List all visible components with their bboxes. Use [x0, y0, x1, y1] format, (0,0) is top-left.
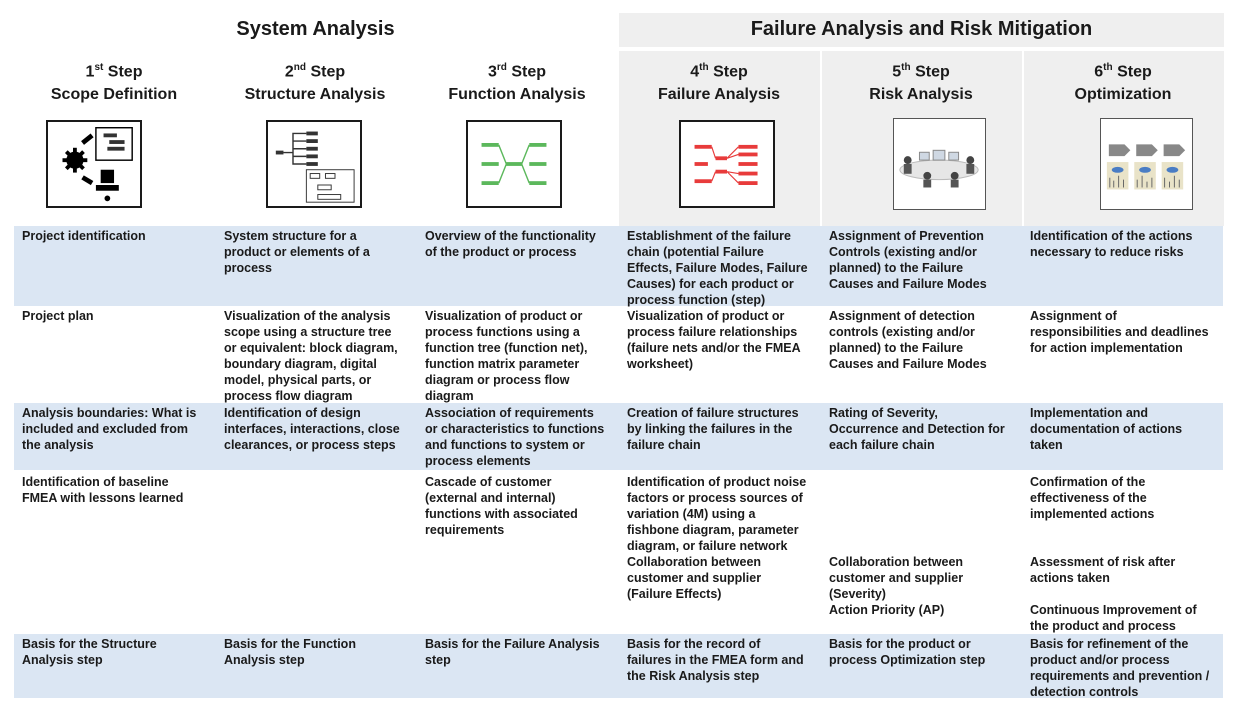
step-1-name: Scope Definition	[50, 86, 178, 104]
table-cell: Project identification	[22, 229, 146, 243]
step-2-header: 2nd Step Structure Analysis	[244, 62, 386, 104]
step-5-header: 5th Step Risk Analysis	[869, 62, 973, 104]
table-cell: Overview of the functionality of the product or process	[425, 229, 596, 259]
failure-net-icon	[679, 120, 775, 208]
table-cell: Assignment of responsibilities and deadlines for action implementation	[1030, 309, 1209, 355]
table-cell: Basis for the product or process Optimization step	[829, 637, 986, 667]
table-cell: Assignment of Prevention Controls (existing and/or planned) to the Failure Causes and Failure Modes	[829, 229, 987, 291]
optimization-charts-icon	[1100, 118, 1193, 210]
table-cell: Collaboration between customer and supplier (Severity) Action Priority (AP)	[829, 555, 964, 617]
table-cell: Visualization of the analysis scope using a structure tree or equivalent: block diagram, boundary diagram, digital model, physical parts, or process flow diagram	[224, 309, 398, 403]
table-cell: Confirmation of the effectiveness of the implemented actions Assessment of risk after actions taken Continuous Improvement of the product and process	[1030, 475, 1197, 633]
table-cell: Analysis boundaries: What is included and excluded from the analysis	[22, 406, 197, 452]
table-cell: Rating of Severity, Occurrence and Detection for each failure chain	[829, 406, 1005, 452]
table-cell: Identification of the actions necessary to reduce risks	[1030, 229, 1193, 259]
table-cell: Identification of product noise factors or process sources of variation (4M) using a fishbone diagram, parameter diagram, or failure network Collaboration between customer and supplier (Failure Effects)	[627, 475, 807, 601]
step-6-header: 6th Step Optimization	[1074, 62, 1172, 104]
table-cell: Basis for refinement of the product and/or process requirements and prevention / detection controls	[1030, 637, 1210, 699]
table-cell: Basis for the record of failures in the FMEA form and the Risk Analysis step	[627, 637, 804, 683]
step-4-header: 4th Step Failure Analysis	[657, 62, 781, 104]
failure-analysis-title: Failure Analysis and Risk Mitigation	[750, 18, 1093, 40]
table-cell: Establishment of the failure chain (potential Failure Effects, Failure Modes, Failure Causes) for each product or process function (step)	[627, 229, 808, 307]
step-3-header: 3rd Step Function Analysis	[448, 62, 586, 104]
table-cell: Implementation and documentation of actions taken	[1030, 406, 1183, 452]
table-cell: Cascade of customer (external and internal) functions with associated requirements	[425, 475, 578, 537]
table-cell: System structure for a product or elements of a process	[224, 229, 370, 275]
step-1-header: 1st Step Scope Definition	[50, 62, 178, 104]
risk-team-icon	[893, 118, 986, 210]
system-analysis-title: System Analysis	[236, 18, 395, 40]
step-5-name: Risk Analysis	[869, 86, 973, 104]
table-cell: Basis for the Function Analysis step	[224, 637, 356, 667]
scope-definition-icon	[46, 120, 142, 208]
table-cell: Identification of design interfaces, interactions, close clearances, or process steps	[224, 406, 400, 452]
step-3-name: Function Analysis	[448, 86, 586, 104]
table-cell: Association of requirements or characteristics to functions and functions to system or process elements	[425, 406, 605, 468]
step-4-name: Failure Analysis	[657, 86, 781, 104]
step-2-name: Structure Analysis	[244, 86, 386, 104]
table-cell: Basis for the Failure Analysis step	[425, 637, 600, 667]
table-cell: Visualization of product or process functions using a function tree (function net), function matrix parameter diagram or process flow diagram	[425, 309, 588, 403]
table-cell: Creation of failure structures by linking the failures in the failure chain	[627, 406, 799, 452]
table-cell: Project plan	[22, 309, 94, 323]
table-cell: Basis for the Structure Analysis step	[22, 637, 157, 667]
table-cell: Identification of baseline FMEA with lessons learned	[22, 475, 184, 505]
table-cell: Assignment of detection controls (existing and/or planned) to the Failure Causes and Failure Modes	[829, 309, 987, 371]
table-cell: Visualization of product or process failure relationships (failure nets and/or the FMEA worksheet)	[627, 309, 801, 371]
function-net-icon	[466, 120, 562, 208]
structure-tree-icon	[266, 120, 362, 208]
step-6-name: Optimization	[1074, 86, 1172, 104]
